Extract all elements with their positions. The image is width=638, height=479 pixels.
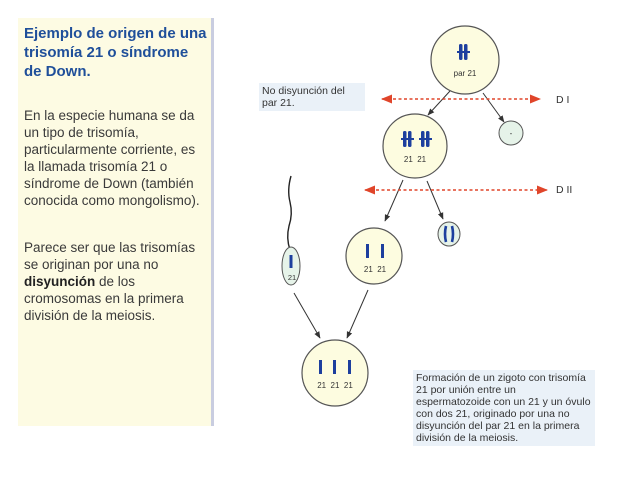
arrow-mid-to-polar: [427, 181, 443, 219]
sperm-cell: [282, 176, 300, 285]
arrow-top-to-empty: [483, 93, 504, 122]
cell-mid-label: 21 21: [403, 155, 427, 164]
label-division-two: D II: [556, 184, 573, 196]
cell-zygote-label: 21 21 21: [317, 381, 353, 390]
paragraph-origin-end: de los cromosomas en la primera división de la meiosis.: [24, 274, 184, 323]
zygote-formation-note: Formación de un zigoto con trisomía 21 por unión entre un espermatozoide con un 21 y un óvulo con dos 21, originado por una no disyunción del par 21 en la primera división de la meiosis.: [413, 370, 595, 446]
cell-pair-21: [431, 26, 499, 94]
cell-top-label: par 21: [453, 69, 477, 78]
cell-empty: [499, 121, 523, 145]
arrow-top-to-mid: [428, 91, 450, 115]
cell-after-division-one: [383, 114, 447, 178]
nondisjunction-note: No disyunción del par 21.: [259, 83, 365, 111]
paragraph-origin-bold: disyunción: [24, 274, 96, 289]
label-division-one: D I: [556, 94, 570, 106]
cell-zygote: [302, 340, 368, 406]
cell-egg: [346, 228, 402, 284]
polar-body-cell: [438, 222, 460, 246]
empty-cell-label: -: [509, 129, 513, 138]
arrow-egg-to-zygote: [347, 290, 368, 338]
sperm-label: 21: [287, 273, 297, 282]
paragraph-origin-start: Parece ser que las trisomías se originan por una no: [24, 240, 196, 272]
arrow-mid-to-egg: [385, 180, 403, 221]
cell-egg-label: 21 21: [363, 265, 387, 274]
arrow-sperm-to-zygote: [294, 293, 320, 338]
paragraph-intro: En la especie humana se da un tipo de trisomía, particularmente corriente, es la llamada trisomía 21 o síndrome de Down (también conocida como mongolismo).: [24, 108, 200, 208]
panel-title: Ejemplo de origen de una trisomía 21 o síndrome de Down.: [24, 25, 207, 80]
